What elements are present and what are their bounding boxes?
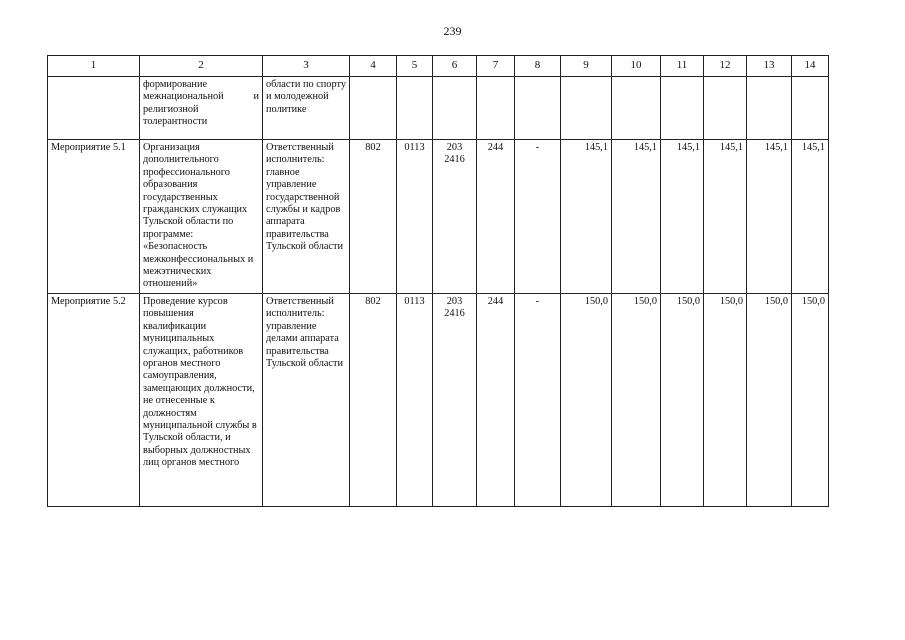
budget-code: 802 <box>350 140 397 294</box>
column-header: 9 <box>561 56 612 77</box>
column-header: 12 <box>704 56 747 77</box>
col-10-value: 145,1 <box>612 140 661 294</box>
col-11-value: 145,1 <box>661 140 704 294</box>
section-code: 0113 <box>397 294 433 507</box>
column-header: 4 <box>350 56 397 77</box>
column-header: 10 <box>612 56 661 77</box>
column-header: 14 <box>792 56 829 77</box>
column-header: 8 <box>515 56 561 77</box>
measure-name <box>48 77 140 140</box>
col-9-value <box>561 77 612 140</box>
col-12-value: 145,1 <box>704 140 747 294</box>
col-14-value: 150,0 <box>792 294 829 507</box>
column-header: 5 <box>397 56 433 77</box>
col-13-value: 145,1 <box>747 140 792 294</box>
col-10-value: 150,0 <box>612 294 661 507</box>
col-8-value <box>515 77 561 140</box>
col-11-value <box>661 77 704 140</box>
table-row <box>48 77 829 140</box>
col-13-value: 150,0 <box>747 294 792 507</box>
col-14-value <box>792 77 829 140</box>
col-12-value: 150,0 <box>704 294 747 507</box>
target-article <box>433 294 477 507</box>
col-9-value: 150,0 <box>561 294 612 507</box>
col-8-value: - <box>515 140 561 294</box>
measure-description: формирование межнациональной и религиозной толерантности <box>140 77 263 140</box>
table-row <box>48 294 829 507</box>
page-number: 239 <box>443 24 462 38</box>
expense-type: 244 <box>477 294 515 507</box>
col-10-value <box>612 77 661 140</box>
header-row <box>48 56 829 77</box>
target-article-part: 2416 <box>444 154 465 166</box>
expense-type <box>477 77 515 140</box>
col-14-value: 145,1 <box>792 140 829 294</box>
target-article <box>433 140 477 294</box>
responsible-executor: области по спорту и молодежной политике <box>263 77 350 140</box>
column-header: 3 <box>263 56 350 77</box>
responsible-executor: Ответственный исполнитель: главное управление государственной службы и кадров аппарата правительства Тульской области <box>263 140 350 294</box>
budget-code <box>350 77 397 140</box>
budget-table <box>47 55 829 507</box>
target-article <box>433 77 477 140</box>
measure-description: Проведение курсов повышения квалификации муниципальных служащих, работников органов местного самоуправления, замещающих должности, не отнесенные к должностям муниципальной службы в Тульской области, и выборных должностных лиц органов местного <box>140 294 263 507</box>
measure-name: Мероприятие 5.2 <box>48 294 140 507</box>
column-header: 13 <box>747 56 792 77</box>
col-8-value: - <box>515 294 561 507</box>
measure-name: Мероприятие 5.1 <box>48 140 140 294</box>
target-article-part: 2416 <box>444 308 465 320</box>
budget-code: 802 <box>350 294 397 507</box>
column-header: 11 <box>661 56 704 77</box>
col-11-value: 150,0 <box>661 294 704 507</box>
column-header: 1 <box>48 56 140 77</box>
section-code <box>397 77 433 140</box>
col-12-value <box>704 77 747 140</box>
responsible-executor: Ответственный исполнитель: управление делами аппарата правительства Тульской области <box>263 294 350 507</box>
column-header: 7 <box>477 56 515 77</box>
column-header: 2 <box>140 56 263 77</box>
measure-description: Организация дополнительного профессионального образования государственных гражданских служащих Тульской области по программе: «Безопасность межконфессиональных и межэтнических отношений» <box>140 140 263 294</box>
col-9-value: 145,1 <box>561 140 612 294</box>
section-code: 0113 <box>397 140 433 294</box>
target-article-part: 203 <box>446 142 463 153</box>
table-row <box>48 140 829 294</box>
column-header: 6 <box>433 56 477 77</box>
target-article-part: 203 <box>446 296 463 307</box>
col-13-value <box>747 77 792 140</box>
expense-type: 244 <box>477 140 515 294</box>
